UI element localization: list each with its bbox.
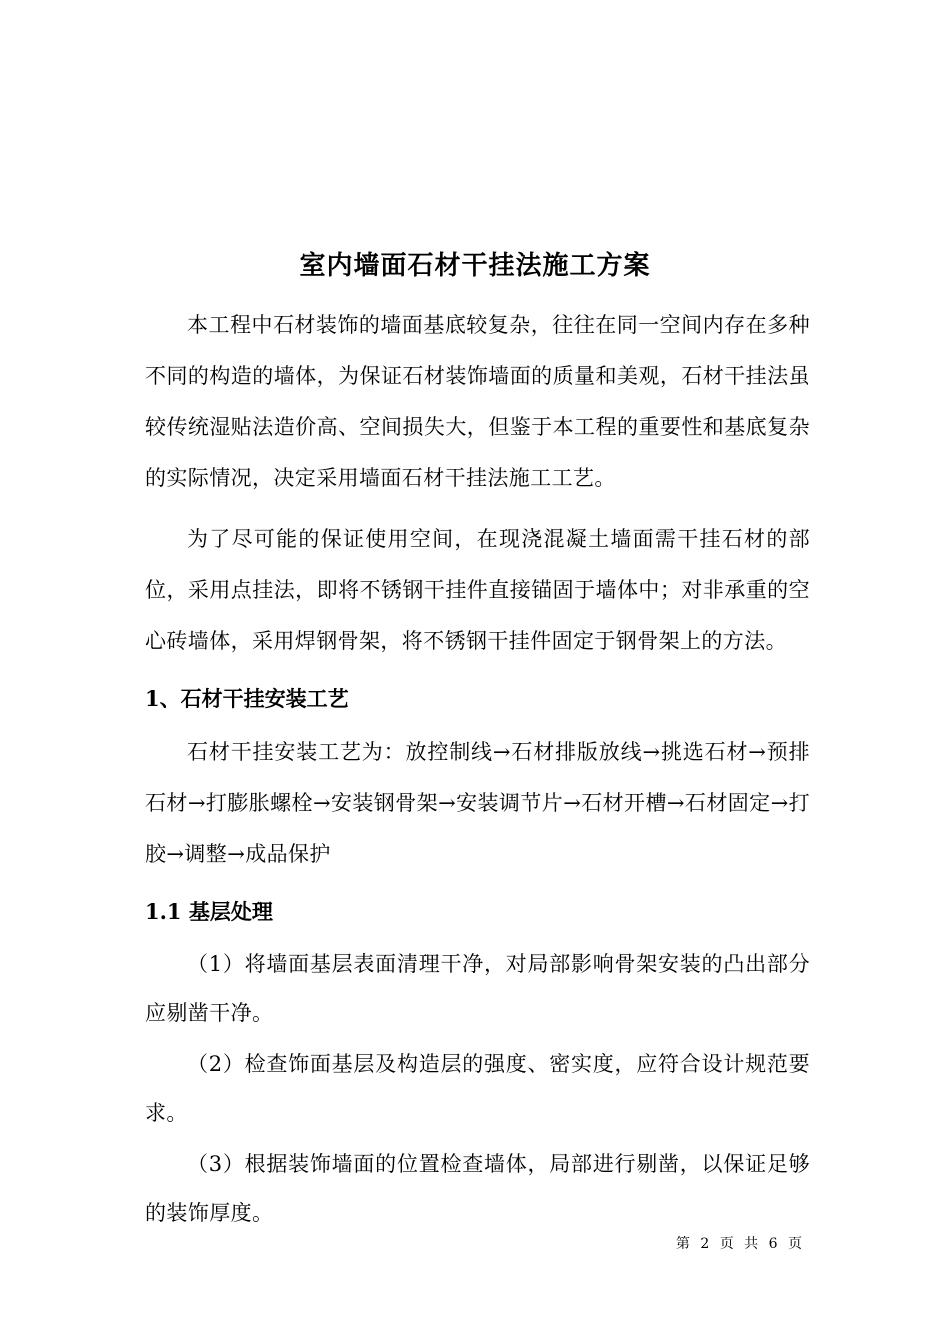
list-item-2: （2）检查饰面基层及构造层的强度、密实度，应符合设计规范要求。 bbox=[145, 1052, 810, 1125]
document-body bbox=[145, 300, 810, 1240]
section-1-heading: 1、石材干挂安装工艺 bbox=[145, 686, 349, 711]
list-item-3: （3）根据装饰墙面的位置检查墙体，局部进行剔凿，以保证足够的装饰厚度。 bbox=[145, 1152, 810, 1225]
list-item-1: （1）将墙面基层表面清理干净，对局部影响骨架安装的凸出部分应剔凿干净。 bbox=[145, 952, 810, 1025]
section-1-1-heading: 1.1 基层处理 bbox=[145, 899, 273, 924]
section-1-process-text: 石材干挂安装工艺为：放控制线→石材排版放线→挑选石材→预排石材→打膨胀螺栓→安装钢骨架→安装调节片→石材开槽→石材固定→打胶→调整→成品保护 bbox=[145, 740, 810, 866]
intro-paragraph-1: 本工程中石材装饰的墙面基底较复杂，往往在同一空间内存在多种不同的构造的墙体，为保证石材装饰墙面的质量和美观，石材干挂法虽较传统湿贴法造价高、空间损失大，但鉴于本工程的重要性和基底复杂的实际情况，决定采用墙面石材干挂法施工工艺。 bbox=[145, 313, 810, 490]
page-number-footer: 第 2 页 共 6 页 bbox=[675, 1236, 805, 1252]
intro-paragraph-2: 为了尽可能的保证使用空间，在现浇混凝土墙面需干挂石材的部位，采用点挂法，即将不锈钢干挂件直接锚固于墙体中；对非承重的空心砖墙体，采用焊钢骨架，将不锈钢干挂件固定于钢骨架上的方法。 bbox=[145, 527, 810, 653]
document-title: 室内墙面石材干挂法施工方案 bbox=[299, 251, 651, 281]
